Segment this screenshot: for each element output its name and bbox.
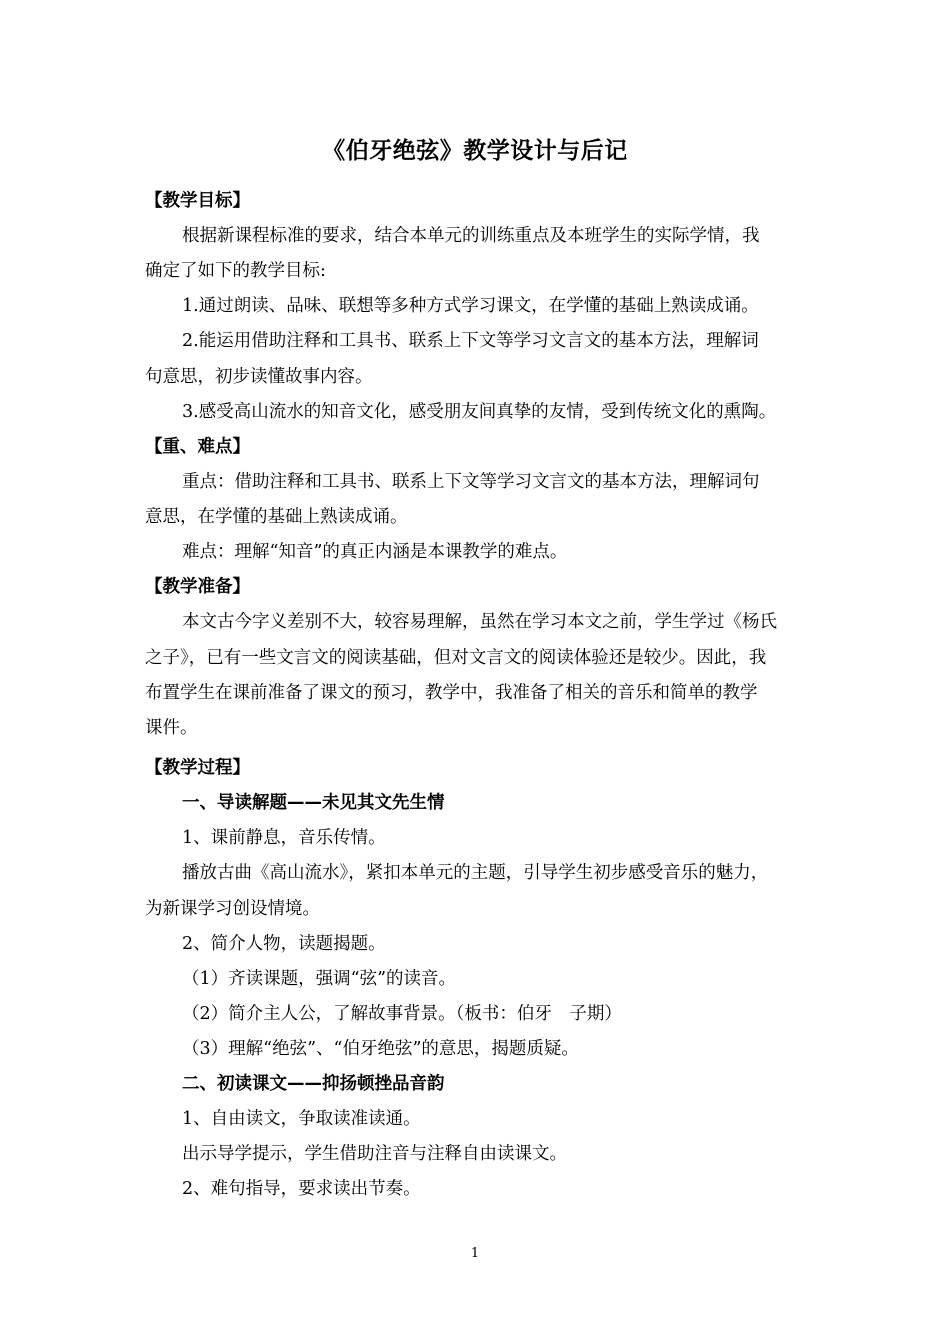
paragraph-line: 为新课学习创设情境。 xyxy=(145,899,320,919)
list-item: 3.感受高山流水的知音文化，感受朋友间真挚的友情，受到传统文化的熏陶。 xyxy=(182,402,777,422)
page-number: 1 xyxy=(470,1246,480,1261)
section-heading-preparation: 【教学准备】 xyxy=(145,577,250,597)
list-item: 1、课前静息，音乐传情。 xyxy=(182,828,386,848)
list-item: 1.通过朗读、品味、联想等多种方式学习课文，在学懂的基础上熟读成诵。 xyxy=(182,296,759,316)
list-subitem: （1）齐读课题，强调“弦”的读音。 xyxy=(182,969,457,989)
paragraph-line: 重点：借助注释和工具书、联系上下文等学习文言文的基本方法，理解词句 xyxy=(182,472,760,492)
section-heading-goals: 【教学目标】 xyxy=(145,191,250,211)
paragraph-line: 根据新课程标准的要求，结合本单元的训练重点及本班学生的实际学情，我 xyxy=(182,226,760,246)
paragraph-line: 课件。 xyxy=(145,718,198,738)
paragraph-line: 布置学生在课前准备了课文的预习，教学中，我准备了相关的音乐和简单的教学 xyxy=(145,683,758,703)
list-subitem: （2）简介主人公，了解故事背景。（板书：伯牙 子期） xyxy=(182,1004,622,1024)
paragraph-line: 出示导学提示，学生借助注音与注释自由读课文。 xyxy=(182,1144,567,1164)
list-item-continuation: 句意思，初步读懂故事内容。 xyxy=(145,367,373,387)
subsection-title: 一、导读解题——未见其文先生情 xyxy=(182,793,445,813)
paragraph-line: 意思，在学懂的基础上熟读成诵。 xyxy=(145,507,408,527)
document-title: 《伯牙绝弦》教学设计与后记 xyxy=(322,138,628,164)
list-item: 2.能运用借助注释和工具书、联系上下文等学习文言文的基本方法，理解词 xyxy=(182,331,759,351)
subsection-title: 二、初读课文——抑扬顿挫品音韵 xyxy=(182,1074,445,1094)
list-item: 2、难句指导，要求读出节奏。 xyxy=(182,1179,421,1199)
list-item: 1、自由读文，争取读准读通。 xyxy=(182,1109,421,1129)
paragraph-line: 之子》，已有一些文言文的阅读基础，但对文言文的阅读体验还是较少。因此，我 xyxy=(145,648,767,668)
list-item: 2、简介人物，读题揭题。 xyxy=(182,934,386,954)
list-subitem: （3）理解“绝弦”、“伯牙绝弦”的意思，揭题质疑。 xyxy=(182,1039,579,1059)
paragraph-line: 播放古曲《高山流水》，紧扣本单元的主题，引导学生初步感受音乐的魅力， xyxy=(182,863,769,883)
paragraph-line: 确定了如下的教学目标: xyxy=(145,261,326,281)
paragraph-line: 难点：理解“知音”的真正内涵是本课教学的难点。 xyxy=(182,542,568,562)
paragraph-line: 本文古今字义差别不大，较容易理解，虽然在学习本文之前，学生学过《杨氏 xyxy=(182,612,777,632)
section-heading-process: 【教学过程】 xyxy=(145,758,250,778)
section-heading-key-points: 【重、难点】 xyxy=(145,437,250,457)
